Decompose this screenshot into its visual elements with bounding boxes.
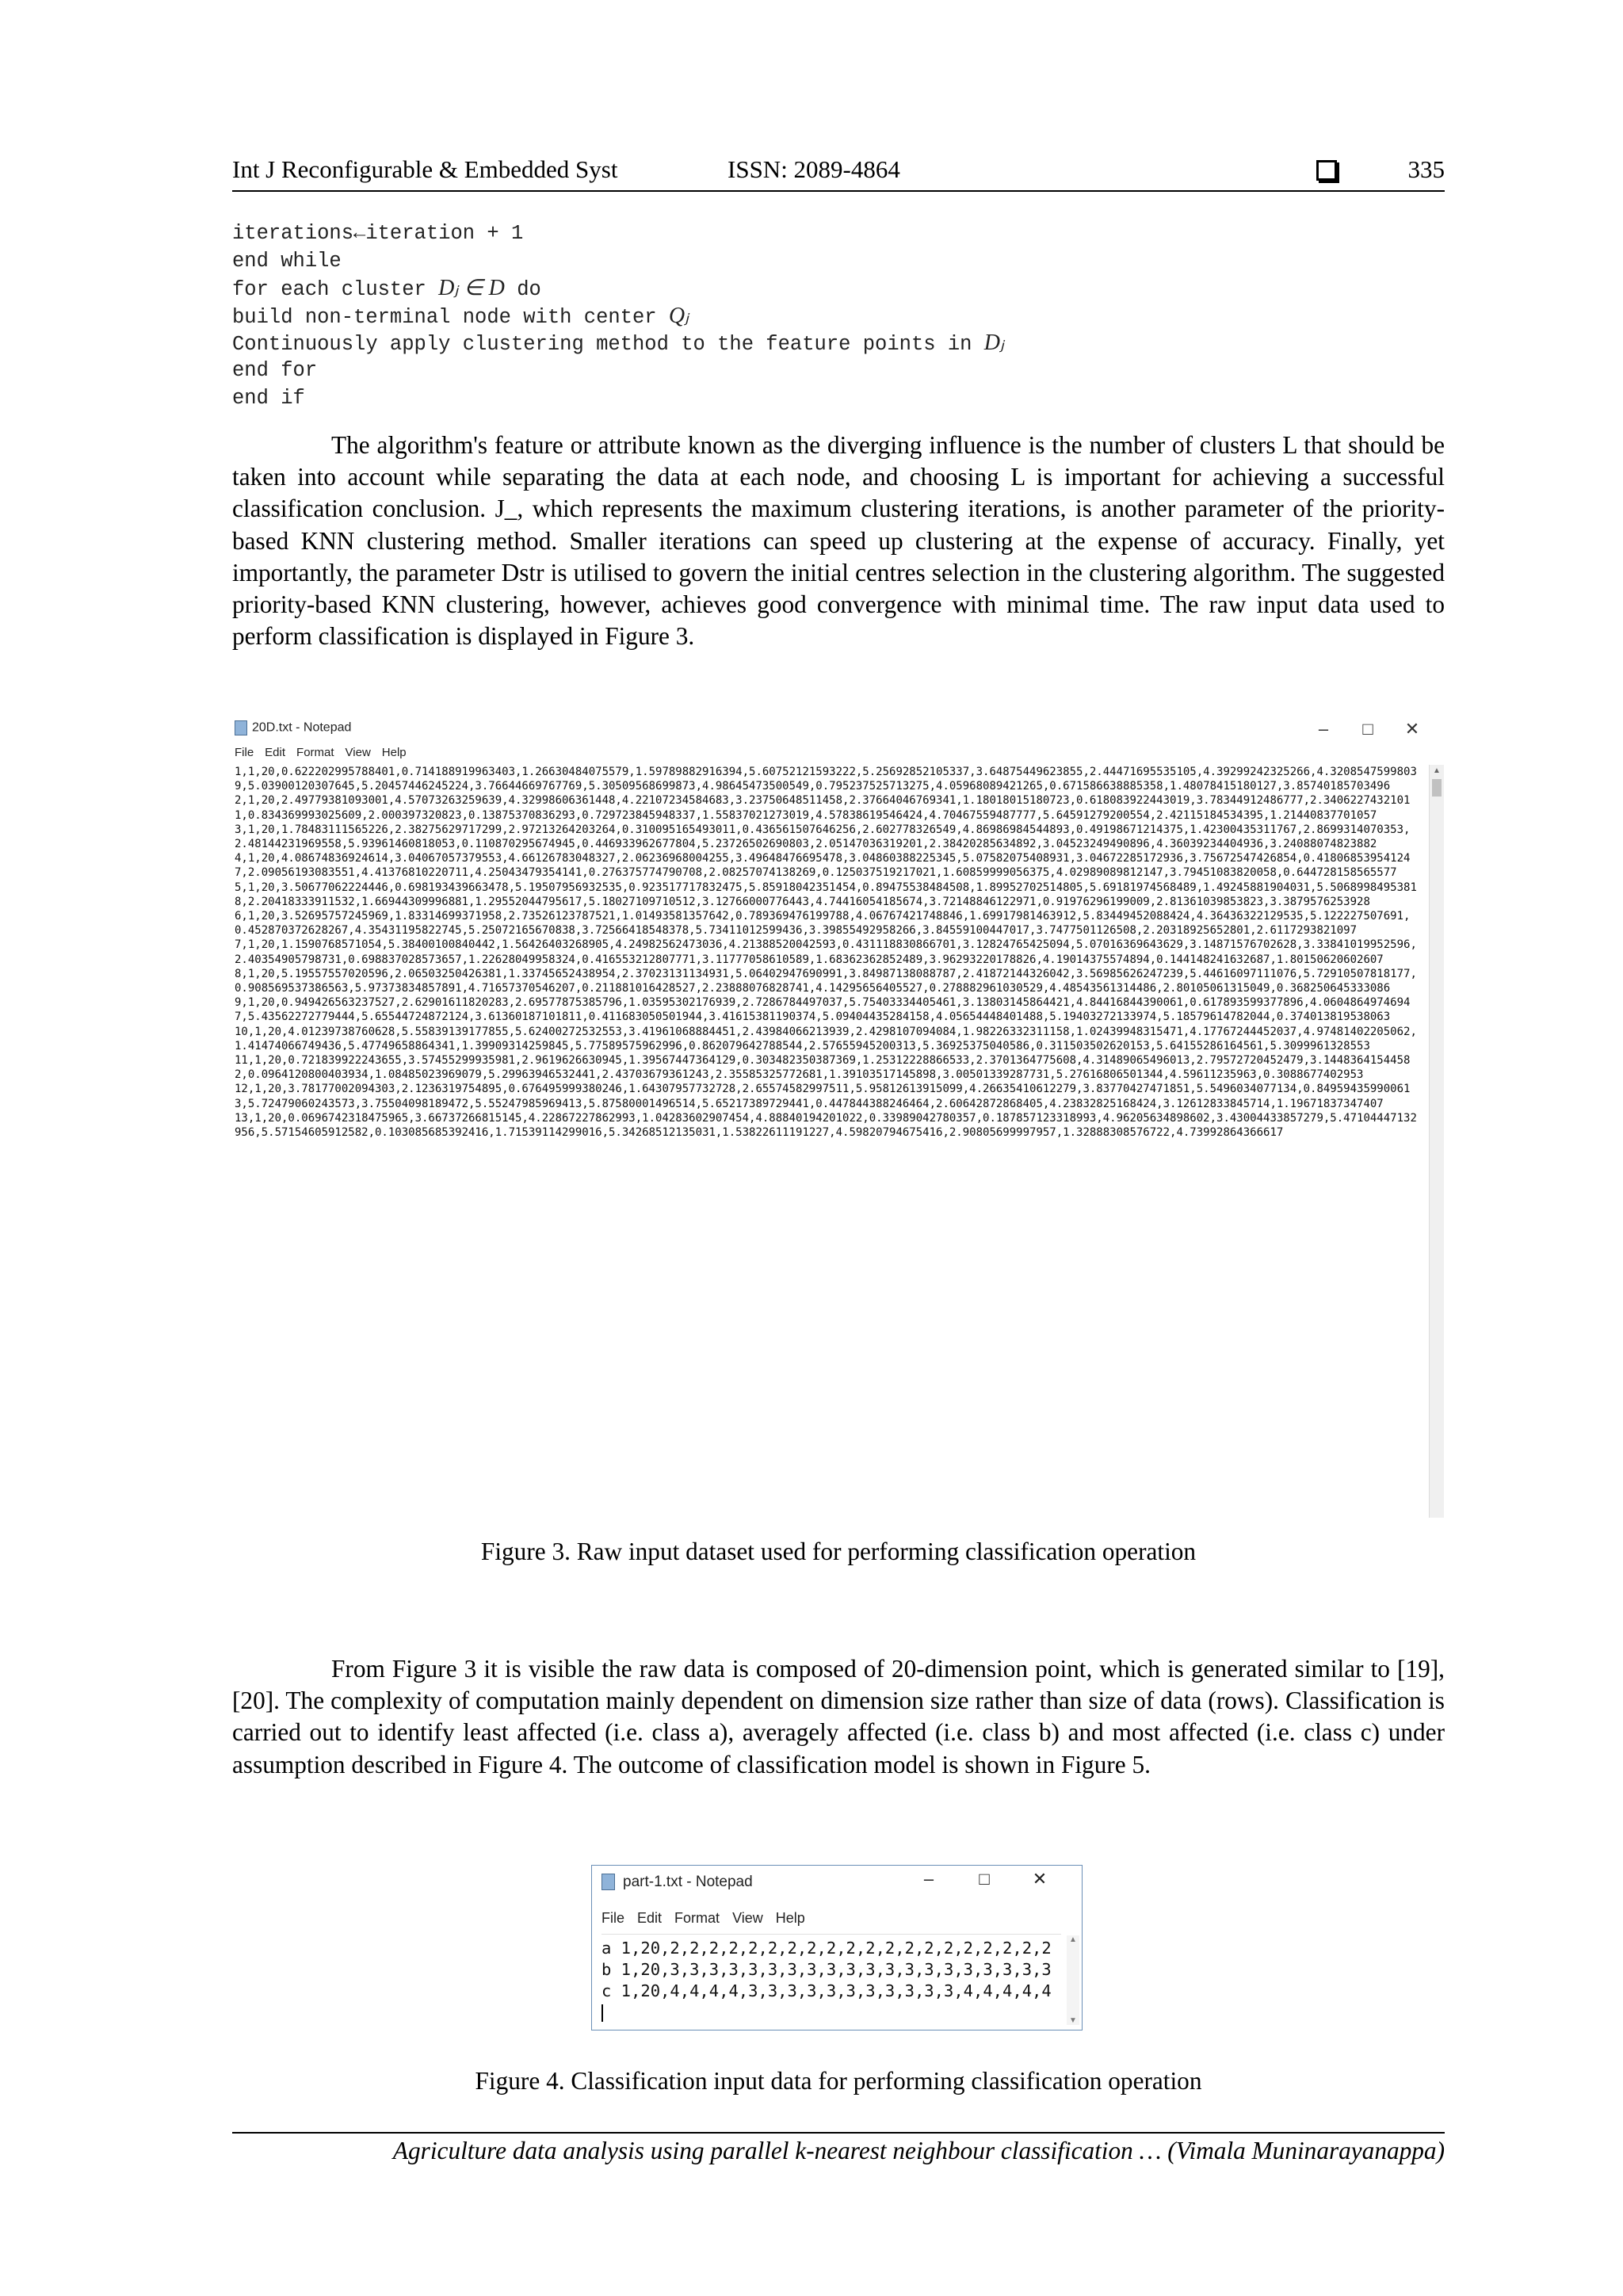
notepad-icon xyxy=(235,720,247,735)
minimize-icon: – xyxy=(1318,719,1329,739)
footer-rule xyxy=(232,2132,1445,2134)
scrollbar-thumb xyxy=(1432,779,1442,797)
menu-view: View xyxy=(732,1910,763,1926)
menu-bar xyxy=(601,1910,818,1927)
body-paragraph-2 xyxy=(232,1653,1445,1781)
minimize-icon: – xyxy=(923,1869,934,1889)
window-title-bar xyxy=(235,720,351,744)
code-line: for each cluster Dⱼ ∈ D do xyxy=(232,276,541,302)
math-expression: Dⱼ xyxy=(983,330,1004,356)
code-line: build non-terminal node with center Qⱼ xyxy=(232,303,689,329)
journal-name: Int J Reconfigurable & Embedded Syst xyxy=(232,155,618,183)
scroll-down-icon: ▼ xyxy=(1069,2016,1077,2025)
menu-file: File xyxy=(235,746,254,759)
pseudocode-block xyxy=(232,220,1004,412)
menu-view: View xyxy=(345,746,371,759)
scroll-up-icon: ▲ xyxy=(1433,766,1441,775)
class-row-c: c 1,20,4,4,4,4,3,3,3,3,3,3,3,3,3,3,3,4,4,4,4,4 xyxy=(601,1981,1052,2000)
body-paragraph-1 xyxy=(232,430,1445,652)
menu-bar xyxy=(235,746,418,759)
scrollbar xyxy=(1067,1935,1079,2025)
menu-edit: Edit xyxy=(265,746,286,759)
maximize-icon: □ xyxy=(1362,719,1373,739)
menu-format: Format xyxy=(296,746,334,759)
class-row-b: b 1,20,3,3,3,3,3,3,3,3,3,3,3,3,3,3,3,3,3,3,3,3 xyxy=(601,1960,1052,1979)
code-line: iterations←iteration + 1 xyxy=(232,222,524,245)
text-caret xyxy=(601,2004,603,2022)
header-rule xyxy=(232,190,1445,192)
paragraph-text: The algorithm's feature or attribute known as the diverging influence is the number of clusters L that should be taken into account while separating the data at each node, and choosing L is important for achieving a successful classification conclusion. J_, which represents the maximum clustering iterations, is another parameter of the priority-based KNN clustering method. Smaller iterations can speed up clustering at the expense of accuracy. Finally, yet importantly, the parameter Dstr is utilised to govern the initial centres selection in the clustering algorithm. The suggested priority-based KNN clustering, however, achieves good convergence with minimal time. The raw input data used to perform classification is displayed in Figure 3. xyxy=(232,431,1445,651)
class-row-a: a 1,20,2,2,2,2,2,2,2,2,2,2,2,2,2,2,2,2,2,2,2,2 xyxy=(601,1939,1052,1958)
menu-help: Help xyxy=(775,1910,805,1926)
raw-data-text: 1,1,20,0.622202995788401,0.714188919963403,1.26630484075579,1.59789882916394,5.60752121593222,5.25692852105337,3.64875449623855,2.44471695535105,4.39299242325266,4.32085475998039,5.03900120307645,5.20457446245224,3.76644669767769,5.30509568699873,4.98645473500549,0.795237525713275,4.05968089421265,0.671586638885358,1.48078415180127,3.85740185703496 2,1,20,2.49779381093001,4.57073263259639,4.32998606361448,4.22107234584683,3.23750648511458,2.37664046769341,1.18018015180723,0.618083922443019,3.78344912486777,2.34062274321011,0.834369993025609,2.000397320823,0.13875370836293,0.729723845948337,1.55837021273019,4.57838619546424,4.70467559487777,5.64591279200554,2.42115184534395,1.21440837701057 3,1,20,1.78483111565226,2.38275629717299,2.97213264203264,0.310095165493011,0.436561507646256,2.602778326549,4.86986984544893,0.49198671214375,1.42300435311767,2.8699314070353,2.48144231969558,5.93961460818053,0.110870295674945,0.446933962677804,5.23726502690803,2.05147036319201,2.38420285634892,3.04523249490896,4.36039234404936,3.24088074823882 4,1,20,4.08674836924614,3.04067057379553,4.66126783048327,2.06236968004255,3.49648476695478,3.04860388225345,5.07582075408931,3.04672285172936,3.75672547426854,0.418068539541247,2.09056193083551,4.41376810220711,4.25043479354141,0.276375774790708,2.08257074138269,0.125037519217021,1.60859999056375,4.02989089812147,3.79451083820058,0.644728158565577 5,1,20,3.50677062224446,0.698193439663478,5.19507956932535,0.923517717832475,5.85918042351454,0.89475538484508,1.89952702514805,5.69181974568489,1.49245881904031,5.50689984953818,2.20418333911532,1.66944309996881,1.29552044795617,5.18027109710512,3.12766000776443,4.74416054185674,3.72148846122971,0.91976296199009,2.81361039853823,3.3879576253928 6,1,20,3.52695757245969,1.83314699371958,2.73526123787521,1.01493581357642,0.789369476199788,4.06767421748846,1.69917981463912,5.83449452088424,4.36436322129535,5.122227507691,0.452870372628267,4.35431195822745,5.25072165670838,3.72566418548378,5.73411012599436,3.39855492958266,3.84559100447017,3.7477501126508,2.20318925652801,2.6117293821097 7,1,20,1.1590768571054,5.38400100840442,1.56426403268905,4.24982562473036,4.21388520042593,0.431118830866701,3.12824765425094,5.07016369643629,3.14871576702628,3.33841019952596,2.40354905798731,0.698837028573657,1.22628049958324,0.416553212807771,3.11777058610589,1.68362362852489,3.96293220178826,4.19014375574894,0.144148241632687,1.80150620602607 8,1,20,5.19557557020596,2.06503250426381,1.33745652438954,2.37023131134931,5.06402947690991,3.84987138088787,2.41872144326042,3.56985626247239,5.44616097111076,5.72910507818177,0.908569537386563,5.97373834857891,4.71657370546207,0.211881016428527,2.23888076828741,4.14295656405527,0.278882961030529,4.48543561314486,2.80105061315049,0.368250645333086 9,1,20,0.949426563237527,2.62901611820283,2.69577875385796,1.03595302176939,2.7286784497037,5.75403334405461,3.13803145864421,4.84416844390061,0.617893599377896,4.06048649746947,5.43562272779444,5.65544724872124,3.61360187101811,0.411683050501944,3.41615381190374,5.09404435284158,4.05654448401488,5.19403272133974,5.18579614782044,0.374013819538063 10,1,20,4.01239738760628,5.55839139177855,5.62400272532553,3.41961068884451,2.43984066213939,2.4298107094084,1.98226332311158,1.02439948315471,4.17767244452037,4.97481402205062,1.41474066749436,5.47749658864341,1.39909314259845,5.77589575962996,0.862079642788544,2.57655945200313,5.36925375040586,0.311503502620153,5.64155286164561,5.3099961328553 11,1,20,0.721839922243655,3.57455299935981,2.9619626630945,1.39567447364129,0.303482350387369,1.25312228866533,2.3701364775608,4.31489065496013,2.79572720452479,3.14483641544582,0.0964120800403934,1.08485023969079,5.29963946532441,2.43703679361243,2.35585325772681,1.39103517145898,3.00501339287731,5.27616806501344,4.59611235963,0.3088677402953 12,1,20,3.78177002094303,2.1236319754895,0.676495999380246,1.64307957732728,2.65574582997511,5.95812613915099,4.26635410612279,3.83770427471851,5.5496034077134,0.849594359900613,5.72479060243573,3.75504098189472,5.55247985969413,5.87580001496514,5.65217389729441,0.447844388246464,2.60642872868405,4.23832825168424,3.12612833845714,1.19671837347407 13,1,20,0.0696742318475965,3.66737266815145,4.22867227862993,1.04283602907454,4.88840194201022,0.33989042780357,0.187857123318993,4.96205634898602,3.43004433857279,5.47104447132956,5.57154605912582,0.103085685392416,1.71539114299016,5.34268512135031,1.53822611191227,4.59820794675416,2.90805699997957,1.32888308576722,4.73992864366617 xyxy=(235,766,1417,1140)
menu-help: Help xyxy=(381,746,407,759)
close-icon: ✕ xyxy=(1404,719,1420,739)
close-icon: ✕ xyxy=(1032,1869,1048,1889)
scrollbar xyxy=(1429,765,1444,1518)
page-number: 335 xyxy=(1407,155,1445,183)
math-expression: Qⱼ xyxy=(668,303,689,328)
code-line: end while xyxy=(232,249,342,273)
running-header xyxy=(232,155,1445,190)
code-line: end for xyxy=(232,358,318,382)
window-controls xyxy=(1301,719,1434,739)
code-line: Continuously apply clustering method to the feature points in Dⱼ xyxy=(232,330,1004,357)
notepad-icon xyxy=(601,1874,615,1890)
figure-4-caption: Figure 4. Classification input data for performing classification operation xyxy=(475,2067,1202,2095)
paragraph-text: From Figure 3 it is visible the raw data is composed of 20-dimension point, which is generated similar to [19], [20]. The complexity of computation mainly dependent on dimension size rather than size of data (rows). Classification is carried out to identify least affected (i.e. class a), averagely affected (i.e. class b) and most affected (i.e. class c) under assumption described in Figure 4. The outcome of classification model is shown in Figure 5. xyxy=(232,1655,1445,1778)
square-icon xyxy=(1316,160,1337,181)
window-title-bar xyxy=(601,1874,753,1891)
menu-file: File xyxy=(601,1910,625,1926)
issn: ISSN: 2089-4864 xyxy=(727,155,900,183)
window-controls xyxy=(901,1869,1067,1889)
maximize-icon: □ xyxy=(979,1869,990,1889)
menu-edit: Edit xyxy=(637,1910,663,1926)
running-footer: Agriculture data analysis using parallel k-nearest neighbour classification … (Vimala Muninarayanappa) xyxy=(392,2137,1445,2164)
figure-3-notepad-window xyxy=(233,717,1444,1519)
menu-format: Format xyxy=(674,1910,720,1926)
class-data-text xyxy=(601,1934,1061,2029)
figure-3-caption: Figure 3. Raw input dataset used for performing classification operation xyxy=(480,1538,1197,1565)
math-expression: Dⱼ ∈ D xyxy=(438,276,505,301)
window-title: 20D.txt - Notepad xyxy=(252,720,352,735)
window-title: part-1.txt - Notepad xyxy=(623,1874,753,1890)
scroll-up-icon: ▲ xyxy=(1069,1935,1077,1944)
figure-4-notepad-window xyxy=(591,1865,1083,2030)
code-line: end if xyxy=(232,386,305,410)
